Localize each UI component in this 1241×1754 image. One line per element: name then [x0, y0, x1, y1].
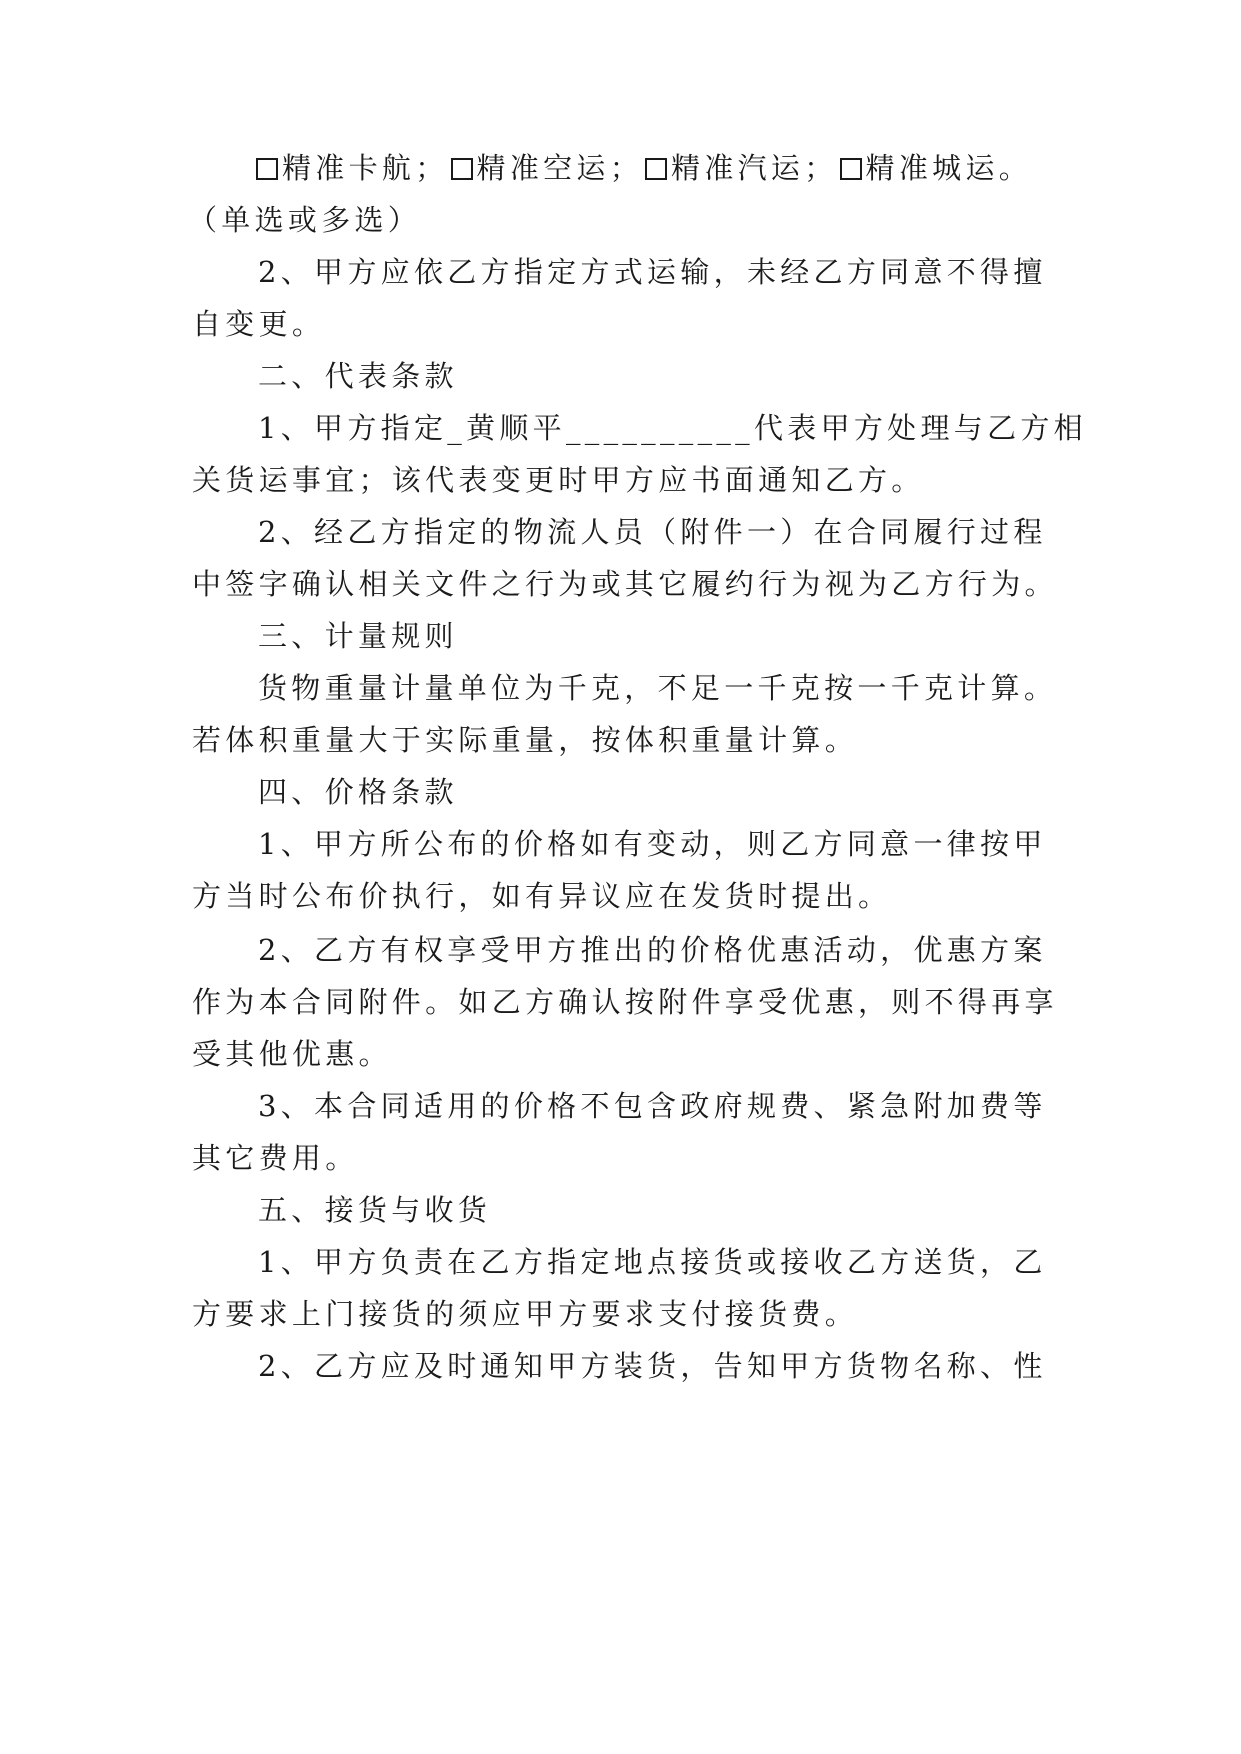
clause-text: 作为本合同附件。如乙方确认按附件享受优惠，则不得再享 [192, 985, 1058, 1019]
option-label: 精准空运； [476, 151, 644, 185]
transport-options-line [0, 148, 1241, 188]
clause-text: 自变更。 [192, 307, 326, 341]
option-label: 精准卡航； [282, 151, 449, 185]
clause-suffix: 代表甲方处理与乙方相 [753, 411, 1087, 445]
clause-text: 货物重量计量单位为千克，不足一千克按一千克计算。 [258, 671, 1058, 705]
checkbox-icon[interactable] [840, 158, 862, 180]
paragraph-line [0, 1242, 1241, 1282]
paragraph-line [0, 460, 1241, 500]
paragraph-line [0, 876, 1241, 916]
paragraph-line [0, 512, 1241, 552]
clause-text: 2、甲方应依乙方指定方式运输，未经乙方同意不得擅 [258, 255, 1047, 289]
section-heading-line [0, 356, 1241, 396]
transport-options [254, 148, 1032, 188]
clause-text: 2、乙方应及时通知甲方装货，告知甲方货物名称、性 [258, 1349, 1047, 1383]
paragraph-line [0, 1294, 1241, 1334]
option-label: 精准汽运； [671, 151, 838, 185]
clause-text: 关货运事宜；该代表变更时甲方应书面通知乙方。 [192, 463, 925, 497]
selection-note: （单选或多选） [188, 203, 422, 237]
paragraph-line [0, 200, 1241, 240]
clause-prefix: 1、甲方指定 [258, 411, 448, 445]
paragraph-line [0, 982, 1241, 1022]
option-label: 精准城运。 [865, 151, 1033, 185]
clause-text: 中签字确认相关文件之行为或其它履约行为视为乙方行为。 [192, 567, 1058, 601]
paragraph-line [0, 824, 1241, 864]
clause-text: 其它费用。 [192, 1141, 359, 1175]
section-heading: 四、价格条款 [258, 775, 458, 809]
paragraph-line [0, 720, 1241, 760]
paragraph-line [0, 408, 1241, 448]
section-heading-line [0, 616, 1241, 656]
clause-text: 方当时公布价执行，如有异议应在发货时提出。 [192, 879, 892, 913]
checkbox-icon[interactable] [256, 158, 278, 180]
paragraph-line [0, 564, 1241, 604]
clause-text: 2、经乙方指定的物流人员（附件一）在合同履行过程 [258, 515, 1047, 549]
clause-text [258, 408, 1087, 448]
checkbox-icon[interactable] [451, 158, 473, 180]
checkbox-icon[interactable] [645, 158, 667, 180]
clause-text: 1、甲方负责在乙方指定地点接货或接收乙方送货，乙 [258, 1245, 1047, 1279]
paragraph-line [0, 668, 1241, 708]
section-heading-line [0, 1190, 1241, 1230]
section-heading: 三、计量规则 [258, 619, 458, 653]
paragraph-line [0, 304, 1241, 344]
paragraph-line [0, 1138, 1241, 1178]
paragraph-line [0, 1086, 1241, 1126]
clause-text: 3、本合同适用的价格不包含政府规费、紧急附加费等 [258, 1089, 1047, 1123]
section-heading-line [0, 772, 1241, 812]
paragraph-line [0, 930, 1241, 970]
paragraph-line [0, 252, 1241, 292]
paragraph-line [0, 1034, 1241, 1074]
clause-text: 若体积重量大于实际重量，按体积重量计算。 [192, 723, 859, 757]
representative-name-field: _黄顺平__________ [447, 411, 754, 445]
clause-text: 受其他优惠。 [192, 1037, 392, 1071]
clause-text: 2、乙方有权享受甲方推出的价格优惠活动，优惠方案 [258, 933, 1047, 967]
section-heading: 二、代表条款 [258, 359, 458, 393]
paragraph-line [0, 1346, 1241, 1386]
clause-text: 方要求上门接货的须应甲方要求支付接货费。 [192, 1297, 859, 1331]
clause-text: 1、甲方所公布的价格如有变动，则乙方同意一律按甲 [258, 827, 1047, 861]
section-heading: 五、接货与收货 [258, 1193, 492, 1227]
